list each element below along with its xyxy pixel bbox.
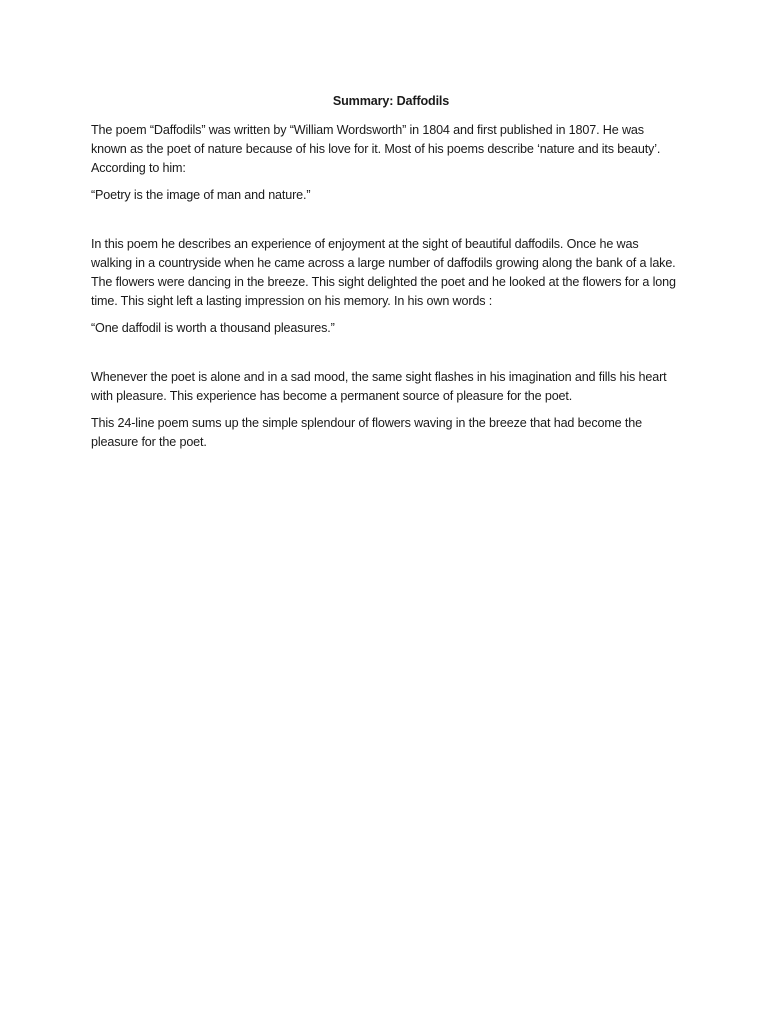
document-title: Summary: Daffodils — [332, 94, 450, 108]
paragraph-memory: Whenever the poet is alone and in a sad mood, the same sight flashes in his imagination and fills his heart with pleasure. This experience has become a permanent source of pleasure for the poet. — [91, 370, 667, 403]
paragraph-experience: In this poem he describes an experience of enjoyment at the sight of beautiful daffodils. Once he was walking in a countryside when he came across a large number of daffodils growing along the bank of a lake. The flowers were dancing in the breeze. This sight delighted the poet and he looked at the flowers for a long time. This sight left a lasting impression on his memory. In his own words : — [91, 237, 676, 308]
document-body — [91, 92, 681, 460]
paragraph-spacer — [91, 213, 681, 235]
paragraph-intro: The poem “Daffodils” was written by “William Wordsworth” in 1804 and first published in 1807. He was known as the poet of nature because of his love for it. Most of his poems describe ‘nature and its beauty’. According to him: — [91, 123, 661, 175]
quote-poetry: “Poetry is the image of man and nature.” — [91, 188, 311, 202]
paragraph-spacer — [91, 346, 681, 368]
quote-daffodil: “One daffodil is worth a thousand pleasures.” — [91, 321, 335, 335]
paragraph-conclusion: This 24-line poem sums up the simple splendour of flowers waving in the breeze that had become the pleasure for the poet. — [91, 416, 642, 449]
